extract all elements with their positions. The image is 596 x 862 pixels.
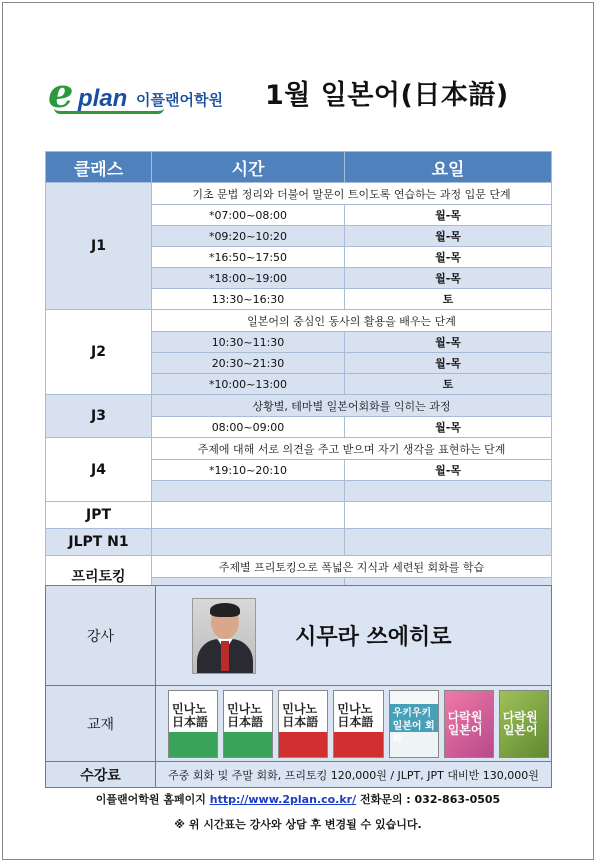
- class-j1: J1: [46, 183, 152, 310]
- book-cover: 민나노 日本語: [223, 690, 273, 758]
- day-cell: 월-목: [345, 332, 552, 353]
- day-cell: 월-목: [345, 417, 552, 438]
- teacher-photo: [192, 598, 256, 674]
- day-cell: 토: [345, 374, 552, 395]
- day-cell: 토: [345, 289, 552, 310]
- time-cell: *10:00~13:00: [152, 374, 345, 395]
- time-cell-empty: [152, 481, 345, 502]
- logo-academy-name: 이플랜어학원: [136, 91, 223, 109]
- teacher-name: 시무라 쓰에히로: [295, 625, 452, 650]
- logo-swoosh: [54, 108, 164, 114]
- footer-notice: ※ 위 시간표는 강사와 상담 후 변경될 수 있습니다.: [174, 818, 422, 831]
- jpt-day-empty: [345, 502, 552, 529]
- day-cell-empty: [345, 481, 552, 502]
- jlpt-time-empty: [152, 529, 345, 556]
- header-class: 클래스: [46, 152, 152, 183]
- day-cell: 월-목: [345, 226, 552, 247]
- book-cover: 민나노 日本語: [333, 690, 383, 758]
- teacher-cell: [156, 586, 552, 686]
- fee-text: 주중 회화 및 주말 회화, 프리토킹 120,000원 / JLPT, JPT 대비반 130,000원: [156, 762, 552, 788]
- class-j4: J4: [46, 438, 152, 502]
- books-cell: [156, 686, 552, 762]
- time-cell: *07:00~08:00: [152, 205, 345, 226]
- logo-plan: plan: [78, 85, 128, 112]
- header-row: [46, 152, 552, 183]
- teacher-label: 강사: [46, 586, 156, 686]
- time-cell: 08:00~09:00: [152, 417, 345, 438]
- books-label: 교재: [46, 686, 156, 762]
- time-cell: 20:30~21:30: [152, 353, 345, 374]
- day-cell: 월-목: [345, 460, 552, 481]
- day-cell: 월-목: [345, 353, 552, 374]
- book-cover: 다락원 일본어: [444, 690, 494, 758]
- time-cell: *16:50~17:50: [152, 247, 345, 268]
- day-cell: 월-목: [345, 247, 552, 268]
- page-title: 1월 일본어(日本語): [265, 80, 509, 111]
- logo-e: e: [48, 70, 74, 117]
- class-jlpt: JLPT N1: [46, 529, 152, 556]
- header-time: 시간: [152, 152, 345, 183]
- class-j2-desc: 일본어의 중심인 동사의 활용을 배우는 단계: [152, 310, 552, 332]
- footer-contact: [0, 791, 596, 807]
- day-cell: 월-목: [345, 205, 552, 226]
- book-cover: 다락원 일본어: [499, 690, 549, 758]
- book-cover: 민나노 日本語: [168, 690, 218, 758]
- footer-phone: 전화문의 : 032-863-0505: [359, 793, 501, 806]
- class-jpt: JPT: [46, 502, 152, 529]
- time-cell: *09:20~10:20: [152, 226, 345, 247]
- class-j2: J2: [46, 310, 152, 395]
- eplan-logo: [48, 70, 238, 118]
- day-cell: 월-목: [345, 268, 552, 289]
- book-covers: [158, 690, 549, 758]
- book-cover: 우키우키 일본어 회화: [389, 690, 439, 758]
- time-cell: 10:30~11:30: [152, 332, 345, 353]
- time-cell: *19:10~20:10: [152, 460, 345, 481]
- book-cover: 민나노 日本語: [278, 690, 328, 758]
- homepage-link[interactable]: http://www.2plan.co.kr/: [209, 793, 357, 806]
- fee-label: 수강료: [46, 762, 156, 788]
- jpt-time-empty: [152, 502, 345, 529]
- time-cell: *18:00~19:00: [152, 268, 345, 289]
- class-j3: J3: [46, 395, 152, 438]
- footer-prefix: 이플랜어학원 홈페이지: [95, 793, 206, 806]
- class-j1-desc: 기초 문법 정리와 더불어 말문이 트이도록 연습하는 과정 입문 단계: [152, 183, 552, 205]
- jlpt-day-empty: [345, 529, 552, 556]
- class-freetalking: 프리토킹: [46, 556, 152, 596]
- schedule-table: [45, 151, 552, 596]
- header-day: 요일: [345, 152, 552, 183]
- class-j3-desc: 상황별, 테마별 일본어회화를 익히는 과정: [152, 395, 552, 417]
- info-table: [45, 585, 552, 788]
- time-cell: 13:30~16:30: [152, 289, 345, 310]
- class-j4-desc: 주제에 대해 서로 의견을 주고 받으며 자기 생각을 표현하는 단계: [152, 438, 552, 460]
- freetalking-desc: 주제별 프리토킹으로 폭넓은 지식과 세련된 회화를 학습: [152, 556, 552, 578]
